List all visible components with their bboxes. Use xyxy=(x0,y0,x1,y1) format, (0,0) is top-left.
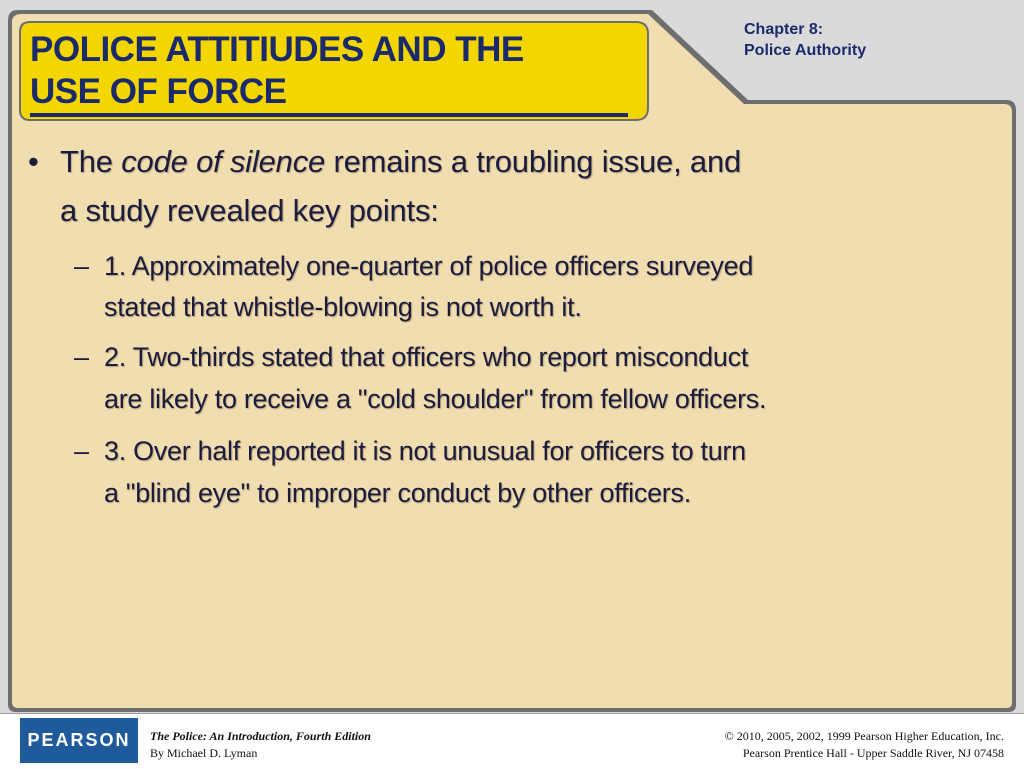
sub-point-1-line-2: stated that whistle-blowing is not worth it. xyxy=(104,292,582,322)
publisher-address: Pearson Prentice Hall - Upper Saddle River, NJ 07458 xyxy=(742,746,1004,760)
slide-title-line-1: POLICE ATTITIUDES AND THE xyxy=(30,30,524,69)
bullet-line-1 xyxy=(60,144,741,180)
sub-point-3-line-2: a "blind eye" to improper conduct by other officers. xyxy=(104,478,691,508)
slide-title-line-2: USE OF FORCE xyxy=(30,72,287,111)
copyright-notice: © 2010, 2005, 2002, 1999 Pearson Higher Education, Inc. xyxy=(724,729,1004,743)
code-of-silence-emphasis: code of silence xyxy=(121,144,326,179)
bullet-marker: • xyxy=(28,144,39,179)
pearson-logo: PEARSON xyxy=(20,718,138,763)
sub-point-2-line-2: are likely to receive a "cold shoulder" from fellow officers. xyxy=(104,384,767,414)
sub-point-1-line-1: 1. Approximately one-quarter of police officers surveyed xyxy=(104,251,754,281)
bullet-tail-text: remains a troubling issue, and xyxy=(333,144,742,179)
book-author: By Michael D. Lyman xyxy=(150,746,258,760)
sub-point-2-dash: – xyxy=(74,342,90,372)
title-underline xyxy=(30,113,628,117)
chapter-subtitle: Police Authority xyxy=(744,42,867,59)
sub-point-3-line-1: 3. Over half reported it is not unusual for officers to turn xyxy=(104,436,746,466)
bullet-lead-text: The xyxy=(60,144,113,179)
sub-point-2-line-1: 2. Two-thirds stated that officers who report misconduct xyxy=(104,342,749,372)
sub-point-3-dash: – xyxy=(74,436,90,466)
chapter-label: Chapter 8: xyxy=(744,21,824,38)
bullet-line-2: a study revealed key points: xyxy=(60,193,439,228)
book-title: The Police: An Introduction, Fourth Edition xyxy=(150,729,371,743)
sub-point-1-dash: – xyxy=(74,251,90,281)
